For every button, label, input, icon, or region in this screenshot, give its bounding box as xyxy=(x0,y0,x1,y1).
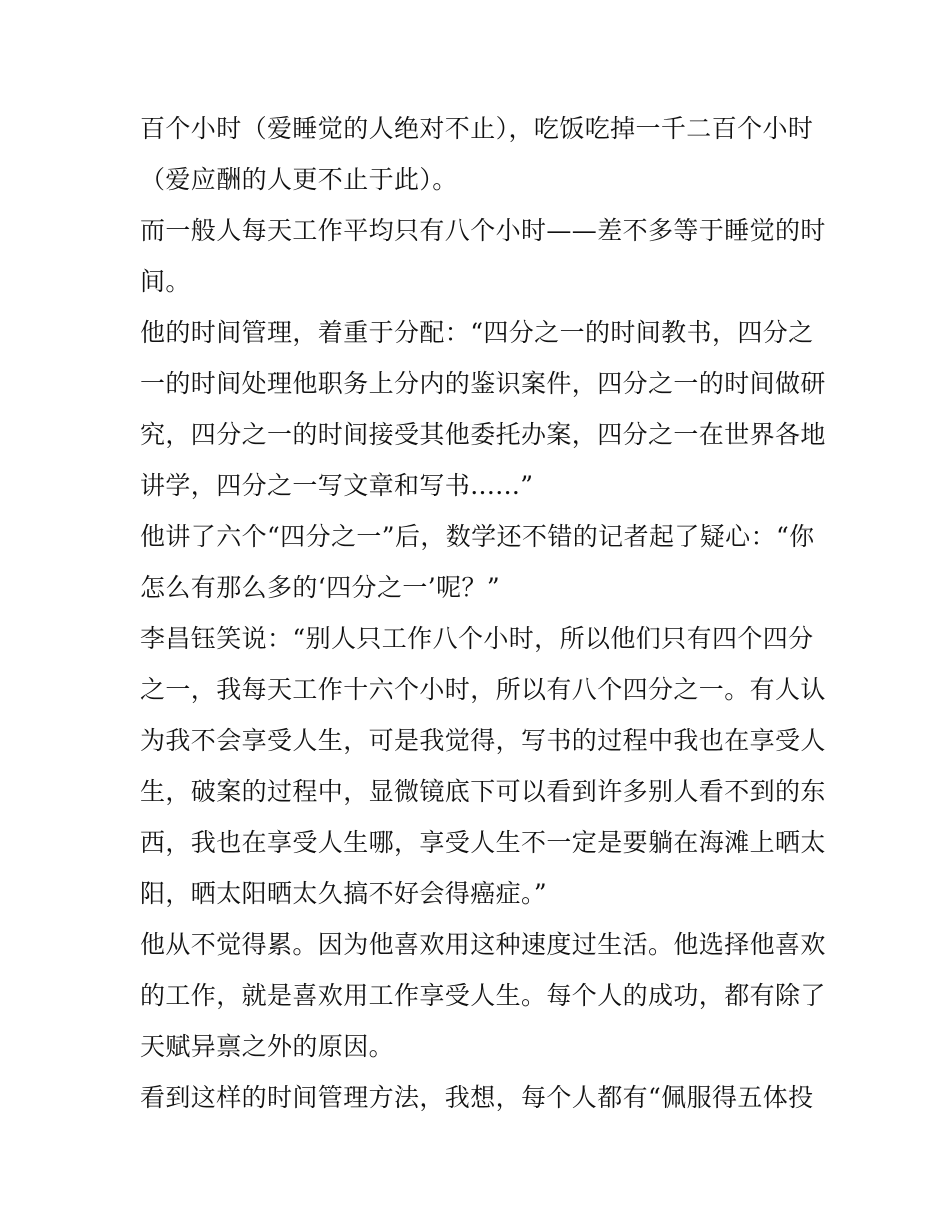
text-line: 西，我也在享受人生哪，享受人生不一定是要躺在海滩上晒太 xyxy=(140,828,826,857)
text-line: 为我不会享受人生，可是我觉得，写书的过程中我也在享受人 xyxy=(140,726,826,755)
text-line: 阳，晒太阳晒太久搞不好会得癌症。” xyxy=(140,879,548,908)
text-line: 之一，我每天工作十六个小时，所以有八个四分之一。有人认 xyxy=(140,675,826,704)
text-line: 的工作，就是喜欢用工作享受人生。每个人的成功，都有除了 xyxy=(140,981,826,1010)
text-line: 讲学，四分之一写文章和写书......” xyxy=(140,471,534,500)
text-line: 怎么有那么多的‘四分之一’呢？” xyxy=(140,573,501,602)
text-line: 而一般人每天工作平均只有八个小时——差不多等于睡觉的时 xyxy=(140,216,826,245)
text-line: 李昌钰笑说：“别人只工作八个小时，所以他们只有四个四分 xyxy=(140,624,814,653)
text-line: 看到这样的时间管理方法，我想，每个人都有“佩服得五体投 xyxy=(140,1083,814,1112)
text-line: 他从不觉得累。因为他喜欢用这种速度过生活。他选择他喜欢 xyxy=(140,930,826,959)
text-line: 他讲了六个“四分之一”后，数学还不错的记者起了疑心：“你 xyxy=(140,522,815,551)
text-line: 生，破案的过程中，显微镜底下可以看到许多别人看不到的东 xyxy=(140,777,826,806)
document-body xyxy=(140,103,826,1123)
text-line: 一的时间处理他职务上分内的鉴识案件，四分之一的时间做研 xyxy=(140,369,826,398)
text-line: 天赋异禀之外的原因。 xyxy=(140,1032,395,1061)
text-line: 他的时间管理，着重于分配：“四分之一的时间教书，四分之 xyxy=(140,318,814,347)
text-line: （爱应酬的人更不止于此）。 xyxy=(140,165,458,194)
text-line: 究，四分之一的时间接受其他委托办案，四分之一在世界各地 xyxy=(140,420,826,449)
text-line: 百个小时（爱睡觉的人绝对不止），吃饭吃掉一千二百个小时 xyxy=(140,114,814,143)
text-line: 间。 xyxy=(140,267,191,296)
